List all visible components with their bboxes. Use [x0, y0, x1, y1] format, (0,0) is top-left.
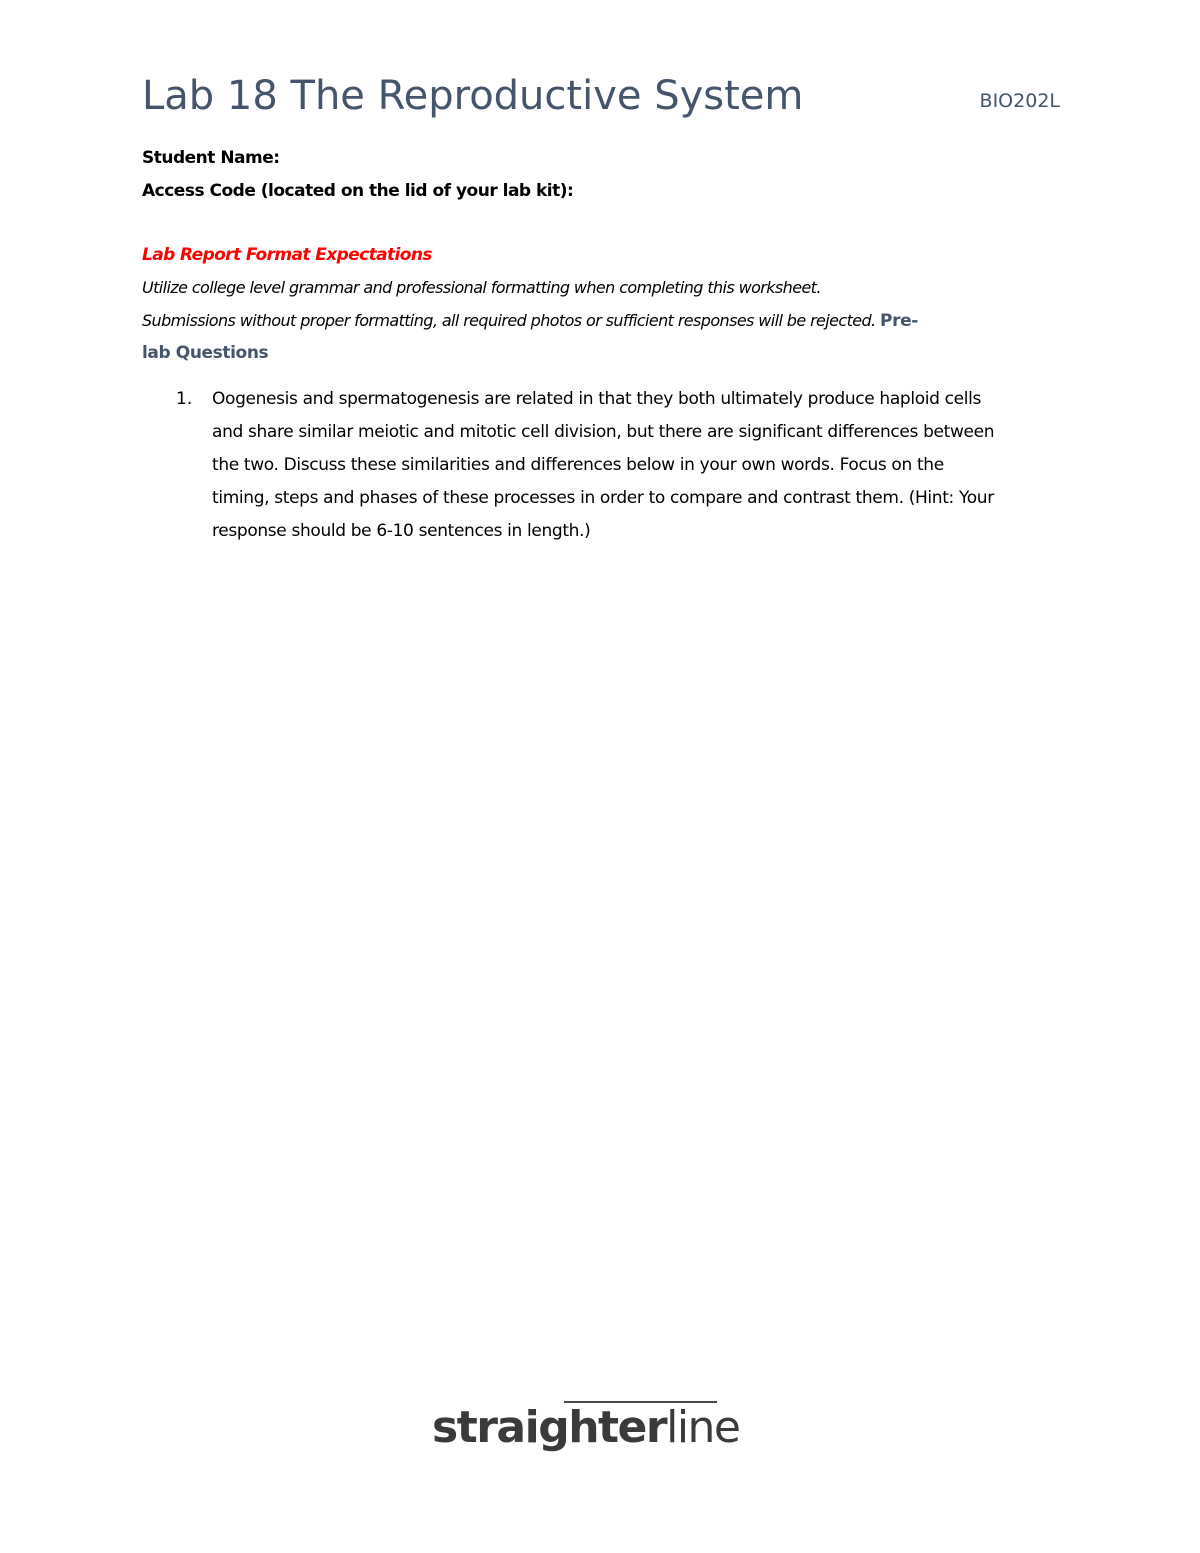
- access-code-label: Access Code (located on the lid of your lab kit):: [142, 181, 574, 201]
- expectations-heading: Lab Report Format Expectations: [142, 245, 432, 265]
- question-line: response should be 6-10 sentences in length.): [212, 521, 591, 541]
- prelab-questions: [176, 383, 1060, 548]
- format-expectations: [142, 239, 1060, 368]
- section-heading-part-1: Pre-: [880, 311, 918, 331]
- question-line: Oogenesis and spermatogenesis are related in that they both ultimately produce haploid cells: [212, 389, 982, 409]
- course-code: BIO202L: [979, 90, 1060, 112]
- student-name-label: Student Name:: [142, 148, 280, 168]
- question-line: and share similar meiotic and mitotic cell division, but there are significant differences between: [212, 422, 995, 442]
- expectations-line-2: [142, 304, 1060, 338]
- question-line: the two. Discuss these similarities and differences below in your own words. Focus on the: [212, 455, 944, 475]
- expectations-line-1: Utilize college level grammar and professional formatting when completing this worksheet.: [142, 278, 821, 297]
- document-header: [142, 70, 1060, 126]
- expectations-line-2-text: Submissions without proper formatting, all required photos or sufficient responses will be rejected.: [142, 311, 876, 330]
- question-item: [176, 383, 1060, 548]
- question-number: 1.: [176, 389, 193, 409]
- logo-light-text: line: [666, 1402, 740, 1453]
- student-info-fields: [142, 142, 1060, 208]
- document-title: Lab 18 The Reproductive System: [142, 73, 804, 119]
- question-line: timing, steps and phases of these processes in order to compare and contrast them. (Hint: Your: [212, 488, 994, 508]
- straighterline-logo: [432, 1398, 762, 1458]
- logo-bold-text: straighter: [432, 1402, 667, 1453]
- section-heading-part-2: lab Questions: [142, 343, 269, 363]
- logo-wordmark: [432, 1400, 740, 1456]
